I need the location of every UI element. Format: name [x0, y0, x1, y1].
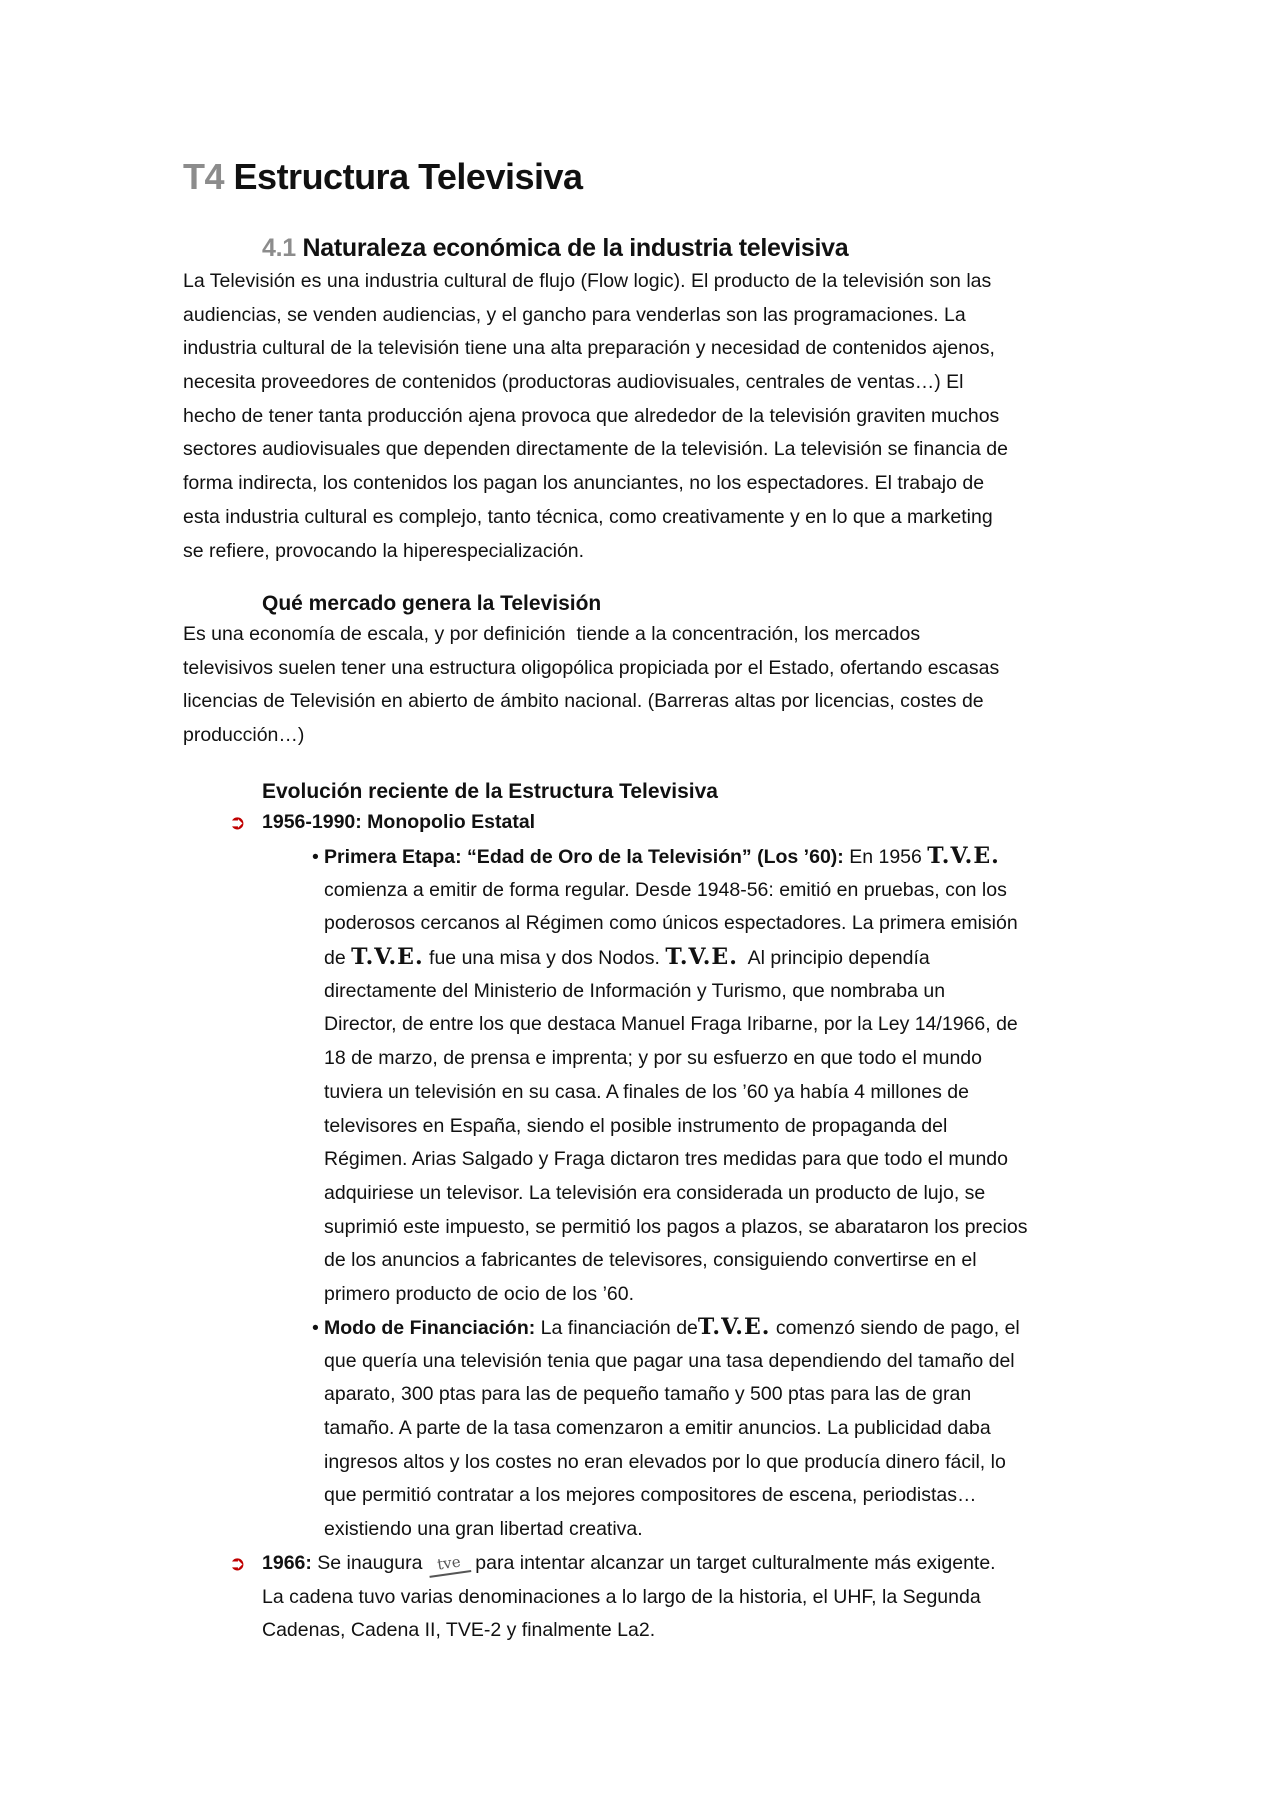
text: Es una economía de escala, y por definición tiende a la concentración, los mercados: [183, 623, 921, 645]
arrow-bullet-icon: ➲: [229, 810, 246, 834]
text-line: [324, 1042, 1027, 1076]
text-line: [183, 433, 1008, 467]
text: adquiriese un televisor. La televisión era considerada un producto de lujo, se: [324, 1181, 986, 1204]
text-line: [183, 299, 1008, 333]
text: comenzó siendo de pago, el: [770, 1317, 1020, 1339]
text: de los anuncios a fabricantes de televisores, consiguiendo convertirse en el: [324, 1249, 977, 1272]
text: televisores en España, siendo el posible instrumento de propaganda del: [324, 1114, 948, 1137]
text-line: [324, 941, 1027, 975]
text: tamaño. A parte de la tasa comenzaron a emitir anuncios. La publicidad daba: [324, 1417, 991, 1440]
tve-logo: T.V.E.: [927, 843, 1000, 869]
text-line: [324, 1211, 1027, 1245]
text: suprimió este impuesto, se permitió los pagos a plazos, se abarataron los precios: [324, 1215, 1028, 1238]
text-line: [324, 1110, 1027, 1144]
section1-paragraph: [183, 265, 1008, 568]
bold-text: Primera Etapa: “Edad de Oro de la Televisión” (Los ’60):: [324, 846, 844, 868]
text-line: [324, 1412, 1020, 1446]
text: poderosos cercanos al Régimen como únicos espectadores. La primera emisión: [324, 912, 1018, 935]
subheading-mercado: Qué mercado genera la Televisión: [262, 592, 602, 615]
title-number: T4: [183, 156, 225, 197]
text: ingresos altos y los costes no eran elevados por lo que producía dinero fácil, lo: [324, 1450, 1006, 1473]
bullet-icon: •: [312, 846, 319, 868]
text-line: [324, 975, 1027, 1009]
text: hecho de tener tanta producción ajena provoca que alrededor de la televisión graviten muchos: [183, 404, 1000, 427]
text-line: [324, 1311, 1020, 1345]
text-line: [262, 1547, 996, 1581]
text-line: [183, 685, 999, 719]
text-line: [183, 467, 1008, 501]
text-line: [324, 1008, 1027, 1042]
text: esta industria cultural es complejo, tanto técnica, como creativamente y en lo que a marketing: [183, 505, 993, 528]
text-line: [183, 719, 999, 753]
text: necesita proveedores de contenidos (productoras audiovisuales, centrales de ventas…) El: [183, 371, 964, 394]
list-item-1966: [229, 1547, 996, 1648]
text-line: [183, 265, 1008, 299]
list-item-1956: [229, 806, 536, 840]
subheading-evolucion: Evolución reciente de la Estructura Televisiva: [262, 780, 718, 803]
list-item-text: [262, 1547, 996, 1648]
tve-logo: T.V.E.: [665, 944, 738, 971]
text: licencias de Televisión en abierto de ámbito nacional. (Barreras altas por licencias, costes de: [183, 690, 984, 713]
text: existiendo una gran libertad creativa.: [324, 1518, 643, 1541]
text-line: [183, 366, 1008, 400]
text: que quería una televisión tenia que pagar una tasa dependiendo del tamaño del: [324, 1349, 1015, 1372]
text-line: [324, 840, 1027, 874]
text-line: [324, 1278, 1027, 1312]
text-line: [183, 618, 999, 652]
text: Cadenas, Cadena II, TVE-2 y finalmente La2.: [262, 1619, 656, 1642]
sub-item-financiacion: [312, 1311, 1020, 1547]
bold-text: 1966:: [262, 1552, 312, 1574]
text-line: [324, 1378, 1020, 1412]
text-line: [324, 1479, 1020, 1513]
sub-item-text: [324, 840, 1027, 1312]
text-line: [324, 907, 1027, 941]
sub-item-text: [324, 1311, 1020, 1547]
text-line: [262, 1581, 996, 1615]
bullet-icon: •: [312, 1317, 319, 1339]
text: aparato, 300 ptas para las de pequeño tamaño y 500 ptas para las de gran: [324, 1383, 972, 1406]
text: de: [324, 947, 352, 970]
text-line: [324, 1446, 1020, 1480]
text: Régimen. Arias Salgado y Fraga dictaron tres medidas para que todo el mundo: [324, 1148, 1008, 1171]
text: Se inaugura: [311, 1552, 428, 1574]
tve-logo: T.V.E.: [697, 1314, 771, 1340]
text-line: [183, 400, 1008, 434]
text: se refiere, provocando la hiperespecialización.: [183, 539, 585, 562]
text: La cadena tuvo varias denominaciones a lo largo de la historia, el UHF, la Segunda: [262, 1585, 981, 1608]
text: industria cultural de la televisión tiene una alta preparación y necesidad de contenidos ajenos,: [183, 337, 995, 360]
page-title: [183, 156, 583, 198]
text-line: [183, 535, 1008, 569]
text: televisivos suelen tener una estructura oligopólica propiciada por el Estado, ofertando escasas: [183, 656, 1000, 679]
bold-text: Modo de Financiación:: [324, 1317, 536, 1339]
text: audiencias, se venden audiencias, y el gancho para venderlas son las programaciones. La: [183, 303, 966, 326]
text-line: [183, 501, 1008, 535]
text-line: [324, 1513, 1020, 1547]
text: fue una misa y dos Nodos.: [423, 947, 666, 970]
section-heading-4-1: [262, 234, 848, 263]
text: sectores audiovisuales que dependen directamente de la televisión. La televisión se financia de: [183, 438, 1008, 461]
list-item-text: [262, 806, 535, 840]
tve-logo: T.V.E.: [351, 944, 424, 971]
text-line: [183, 332, 1008, 366]
text: producción…): [183, 724, 305, 747]
text: 18 de marzo, de prensa e imprenta; y por su esfuerzo en que todo el mundo: [324, 1047, 982, 1070]
arrow-bullet-icon: ➲: [229, 1551, 246, 1575]
text-line: [324, 1345, 1020, 1379]
text-line: [324, 1076, 1027, 1110]
text-line: [262, 1614, 996, 1648]
text: forma indirecta, los contenidos los pagan los anunciantes, no los espectadores. El trabajo de: [183, 472, 985, 495]
section2-paragraph: [183, 618, 999, 753]
text: En 1956: [843, 846, 928, 868]
text: que permitió contratar a los mejores compositores de escena, periodistas…: [324, 1484, 977, 1507]
bold-text: 1956-1990: Monopolio Estatal: [262, 811, 536, 833]
tve2-logo-icon: tve: [427, 1550, 472, 1578]
text: La financiación de: [535, 1317, 698, 1339]
section-number: 4.1: [262, 234, 296, 262]
text-line: [324, 874, 1027, 908]
text-line: [262, 806, 535, 840]
text: directamente del Ministerio de Información y Turismo, que nombraba un: [324, 979, 946, 1002]
text-line: [324, 1177, 1027, 1211]
section-title: Naturaleza económica de la industria televisiva: [302, 234, 849, 262]
title-text: Estructura Televisiva: [233, 156, 583, 197]
text-line: [324, 1244, 1027, 1278]
sub-item-primera-etapa: [312, 840, 1028, 1312]
text: tuviera un televisión en su casa. A finales de los ’60 ya había 4 millones de: [324, 1080, 969, 1103]
text: Director, de entre los que destaca Manuel Fraga Iribarne, por la Ley 14/1966, de: [324, 1013, 1018, 1036]
text: La Televisión es una industria cultural de flujo (Flow logic). El producto de la televisión son las: [183, 270, 992, 292]
text: para intentar alcanzar un target culturalmente más exigente.: [469, 1552, 996, 1574]
text: Al principio dependía: [737, 947, 930, 970]
text: comienza a emitir de forma regular. Desde 1948-56: emitió en pruebas, con los: [324, 878, 1007, 901]
text-line: [324, 1143, 1027, 1177]
text-line: [183, 652, 999, 686]
text: primero producto de ocio de los ’60.: [324, 1282, 635, 1305]
